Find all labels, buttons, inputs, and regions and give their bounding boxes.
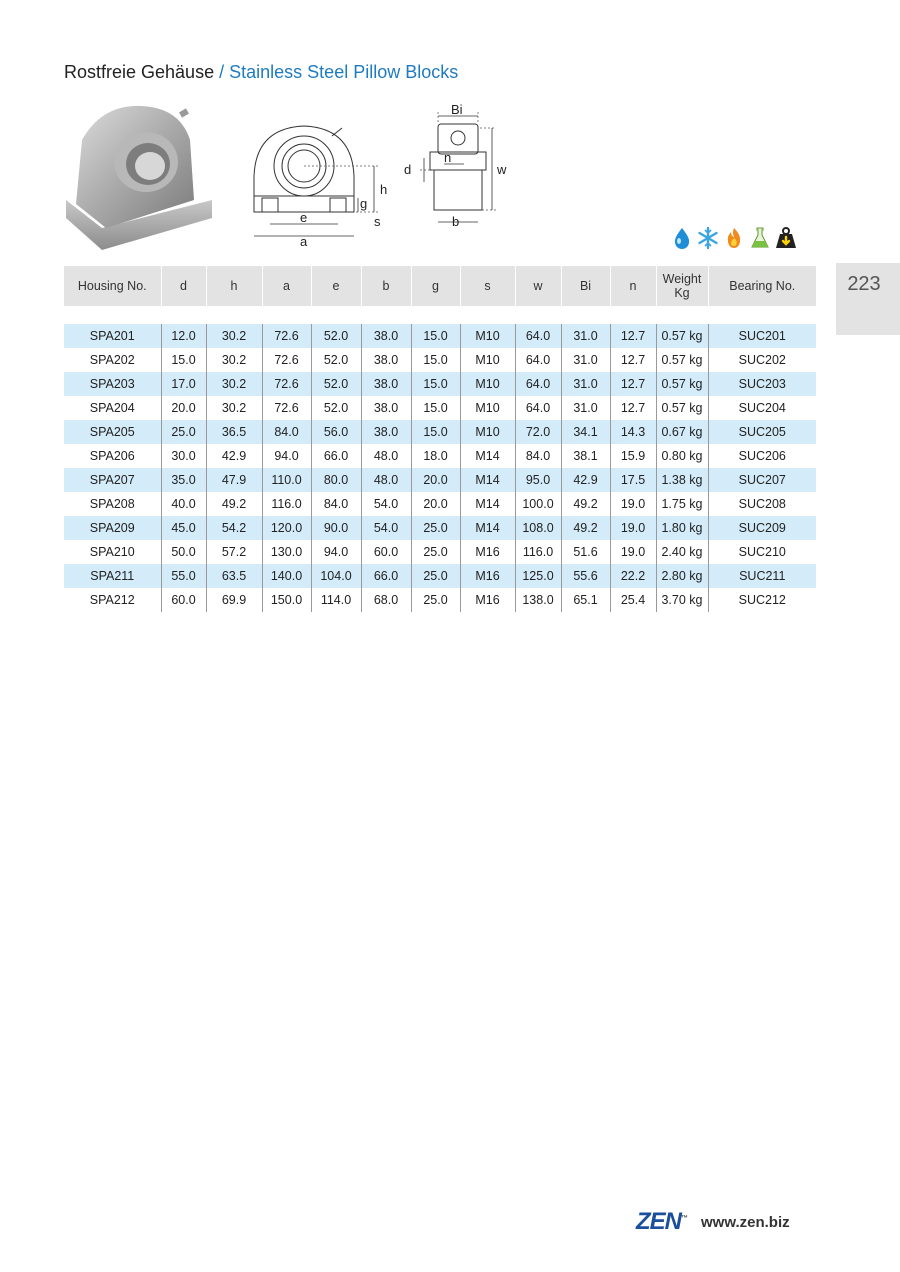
col-header: d (161, 266, 206, 306)
table-cell: 54.0 (361, 516, 411, 540)
table-cell: 20.0 (411, 492, 460, 516)
table-cell: SUC209 (708, 516, 816, 540)
table-cell: M14 (460, 468, 515, 492)
table-cell: 25.0 (411, 588, 460, 612)
table-cell: 35.0 (161, 468, 206, 492)
col-header: w (515, 266, 561, 306)
table-cell: 15.0 (411, 372, 460, 396)
dim-label-s: s (374, 214, 381, 229)
table-cell: 19.0 (610, 540, 656, 564)
table-row (64, 348, 816, 372)
table-cell: M14 (460, 444, 515, 468)
table-cell: 80.0 (311, 468, 361, 492)
table-cell: 45.0 (161, 516, 206, 540)
table-cell: 1.80 kg (656, 516, 708, 540)
table-cell: 104.0 (311, 564, 361, 588)
table-cell: 60.0 (161, 588, 206, 612)
col-header: Housing No. (64, 266, 161, 306)
table-cell: 84.0 (311, 492, 361, 516)
table-cell: 54.0 (361, 492, 411, 516)
table-cell: 12.7 (610, 396, 656, 420)
table-cell: 138.0 (515, 588, 561, 612)
table-cell: SPA207 (64, 468, 161, 492)
table-cell: 25.0 (161, 420, 206, 444)
table-cell: SUC202 (708, 348, 816, 372)
table-cell: 56.0 (311, 420, 361, 444)
table-cell: SPA209 (64, 516, 161, 540)
table-cell: 25.0 (411, 564, 460, 588)
table-cell: M14 (460, 492, 515, 516)
dim-label-e: e (300, 210, 308, 225)
table-row (64, 372, 816, 396)
col-header: g (411, 266, 460, 306)
table-cell: 38.0 (361, 324, 411, 348)
table-row (64, 444, 816, 468)
col-header: a (262, 266, 311, 306)
table-cell: SPA203 (64, 372, 161, 396)
table-cell: 42.9 (561, 468, 610, 492)
col-header: Weight Kg (656, 266, 708, 306)
dim-label-h: h (380, 182, 388, 197)
table-cell: 52.0 (311, 348, 361, 372)
table-cell: 38.0 (361, 372, 411, 396)
table-cell: 36.5 (206, 420, 262, 444)
specification-table (64, 266, 816, 612)
table-cell: 125.0 (515, 564, 561, 588)
table-cell: 2.40 kg (656, 540, 708, 564)
table-cell: 14.3 (610, 420, 656, 444)
table-cell: 108.0 (515, 516, 561, 540)
table-cell: 0.57 kg (656, 324, 708, 348)
table-cell: 64.0 (515, 396, 561, 420)
table-cell: 25.0 (411, 516, 460, 540)
table-row (64, 324, 816, 348)
chemical-flask-icon (748, 226, 772, 250)
table-cell: 66.0 (361, 564, 411, 588)
table-cell: 51.6 (561, 540, 610, 564)
dim-label-d: d (404, 162, 412, 177)
table-cell: 30.2 (206, 372, 262, 396)
table-cell: SPA208 (64, 492, 161, 516)
table-cell: M10 (460, 420, 515, 444)
table-cell: 63.5 (206, 564, 262, 588)
table-cell: 57.2 (206, 540, 262, 564)
footer (636, 1208, 790, 1236)
table-cell: 72.6 (262, 372, 311, 396)
table-cell: 1.75 kg (656, 492, 708, 516)
table-cell: 52.0 (311, 396, 361, 420)
table-cell: 38.0 (361, 348, 411, 372)
table-cell: 52.0 (311, 372, 361, 396)
table-cell: 48.0 (361, 468, 411, 492)
table-cell: 42.9 (206, 444, 262, 468)
table-cell: 30.2 (206, 348, 262, 372)
table-cell: M10 (460, 372, 515, 396)
table-cell: 0.67 kg (656, 420, 708, 444)
table-cell: SUC211 (708, 564, 816, 588)
table-cell: 64.0 (515, 324, 561, 348)
table-row (64, 492, 816, 516)
table-cell: 25.0 (411, 540, 460, 564)
table-cell: 50.0 (161, 540, 206, 564)
table-cell: 64.0 (515, 348, 561, 372)
table-cell: SPA204 (64, 396, 161, 420)
page-number: 223 (847, 273, 881, 295)
table-cell: 72.6 (262, 324, 311, 348)
table-cell: 114.0 (311, 588, 361, 612)
table-cell: 18.0 (411, 444, 460, 468)
table-cell: 19.0 (610, 492, 656, 516)
table-cell: 90.0 (311, 516, 361, 540)
table-cell: 0.57 kg (656, 396, 708, 420)
table-cell: 52.0 (311, 324, 361, 348)
table-row (64, 420, 816, 444)
table-cell: 64.0 (515, 372, 561, 396)
table-cell: 0.57 kg (656, 348, 708, 372)
table-cell: 100.0 (515, 492, 561, 516)
table-cell: 31.0 (561, 396, 610, 420)
website-link[interactable]: www.zen.biz (701, 1213, 790, 1231)
pillow-block-photo (62, 100, 214, 252)
table-cell: 94.0 (262, 444, 311, 468)
table-cell: 55.0 (161, 564, 206, 588)
table-cell: 30.2 (206, 324, 262, 348)
table-cell: 94.0 (311, 540, 361, 564)
table-cell: 20.0 (411, 468, 460, 492)
table-cell: 72.0 (515, 420, 561, 444)
water-drop-icon (670, 226, 694, 250)
dim-label-n: n (444, 150, 452, 165)
table-cell: 66.0 (311, 444, 361, 468)
table-cell: 15.0 (411, 324, 460, 348)
table-cell: 12.7 (610, 324, 656, 348)
table-cell: SPA211 (64, 564, 161, 588)
title-english: Stainless Steel Pillow Blocks (229, 62, 459, 82)
col-header: s (460, 266, 515, 306)
table-cell: 72.6 (262, 396, 311, 420)
table-cell: 65.1 (561, 588, 610, 612)
table-cell: 0.80 kg (656, 444, 708, 468)
table-cell: 20.0 (161, 396, 206, 420)
table-cell: 31.0 (561, 348, 610, 372)
page-number-tab (836, 263, 900, 335)
table-cell: 95.0 (515, 468, 561, 492)
table-cell: 0.57 kg (656, 372, 708, 396)
table-cell: 60.0 (361, 540, 411, 564)
table-cell: 15.0 (411, 396, 460, 420)
table-cell: SUC208 (708, 492, 816, 516)
col-header: b (361, 266, 411, 306)
table-cell: 130.0 (262, 540, 311, 564)
dim-label-g: g (360, 196, 368, 211)
table-cell: 68.0 (361, 588, 411, 612)
table-cell: SUC203 (708, 372, 816, 396)
table-cell: 1.38 kg (656, 468, 708, 492)
table-cell: SPA201 (64, 324, 161, 348)
table-cell: SUC205 (708, 420, 816, 444)
table-cell: 15.0 (161, 348, 206, 372)
table-cell: 15.0 (411, 420, 460, 444)
table-cell: 25.4 (610, 588, 656, 612)
table-cell: 54.2 (206, 516, 262, 540)
table-cell: 140.0 (262, 564, 311, 588)
dim-label-w: w (497, 162, 507, 177)
table-cell: 30.2 (206, 396, 262, 420)
table-cell: M16 (460, 540, 515, 564)
table-cell: 15.0 (411, 348, 460, 372)
table-cell: SPA205 (64, 420, 161, 444)
col-header: h (206, 266, 262, 306)
property-icons (670, 226, 798, 250)
col-header: Bearing No. (708, 266, 816, 306)
table-cell: 17.0 (161, 372, 206, 396)
table-cell: M10 (460, 324, 515, 348)
table-cell: M10 (460, 396, 515, 420)
col-header: e (311, 266, 361, 306)
table-row (64, 468, 816, 492)
table-cell: 15.9 (610, 444, 656, 468)
table-cell: 116.0 (262, 492, 311, 516)
table-cell: 72.6 (262, 348, 311, 372)
table-cell: 31.0 (561, 324, 610, 348)
table-cell: M10 (460, 348, 515, 372)
table-row (64, 540, 816, 564)
table-row (64, 588, 816, 612)
table-cell: SUC207 (708, 468, 816, 492)
table-cell: 3.70 kg (656, 588, 708, 612)
table-cell: SPA212 (64, 588, 161, 612)
weight-icon (774, 226, 798, 250)
table-cell: SUC212 (708, 588, 816, 612)
table-cell: SUC206 (708, 444, 816, 468)
title-german: Rostfreie Gehäuse (64, 62, 215, 82)
snowflake-icon (696, 226, 720, 250)
table-cell: 84.0 (262, 420, 311, 444)
col-header: n (610, 266, 656, 306)
table-cell: 120.0 (262, 516, 311, 540)
table-cell: 2.80 kg (656, 564, 708, 588)
table-cell: 12.7 (610, 348, 656, 372)
front-view-drawing (248, 118, 393, 248)
dim-label-b: b (452, 214, 460, 229)
page-title (64, 62, 458, 83)
dim-label-bi: Bi (451, 102, 463, 117)
table-cell: 49.2 (206, 492, 262, 516)
table-cell: 38.0 (361, 420, 411, 444)
zen-logo: ZEN™ (636, 1208, 687, 1235)
table-cell: 40.0 (161, 492, 206, 516)
table-row (64, 396, 816, 420)
table-cell: 12.0 (161, 324, 206, 348)
table-cell: SPA202 (64, 348, 161, 372)
table-cell: M16 (460, 564, 515, 588)
table-cell: SPA210 (64, 540, 161, 564)
table-cell: 49.2 (561, 492, 610, 516)
table-cell: 17.5 (610, 468, 656, 492)
side-view-drawing (400, 102, 515, 232)
table-cell: 55.6 (561, 564, 610, 588)
table-cell: 116.0 (515, 540, 561, 564)
table-cell: 69.9 (206, 588, 262, 612)
table-cell: 84.0 (515, 444, 561, 468)
table-header-row (64, 266, 816, 306)
table-cell: 22.2 (610, 564, 656, 588)
table-cell: 49.2 (561, 516, 610, 540)
table-cell: 38.1 (561, 444, 610, 468)
table-cell: 34.1 (561, 420, 610, 444)
table-cell: 12.7 (610, 372, 656, 396)
table-cell: 31.0 (561, 372, 610, 396)
table-cell: 30.0 (161, 444, 206, 468)
dim-label-a: a (300, 234, 308, 248)
table-cell: 19.0 (610, 516, 656, 540)
table-cell: M14 (460, 516, 515, 540)
table-cell: M16 (460, 588, 515, 612)
title-separator: / (219, 62, 225, 82)
table-cell: SUC204 (708, 396, 816, 420)
table-cell: SUC210 (708, 540, 816, 564)
table-cell: 38.0 (361, 396, 411, 420)
table-cell: SUC201 (708, 324, 816, 348)
table-cell: 48.0 (361, 444, 411, 468)
table-cell: 150.0 (262, 588, 311, 612)
table-cell: 47.9 (206, 468, 262, 492)
table-row (64, 516, 816, 540)
table-cell: SPA206 (64, 444, 161, 468)
table-cell: 110.0 (262, 468, 311, 492)
table-row (64, 564, 816, 588)
col-header: Bi (561, 266, 610, 306)
flame-icon (722, 226, 746, 250)
